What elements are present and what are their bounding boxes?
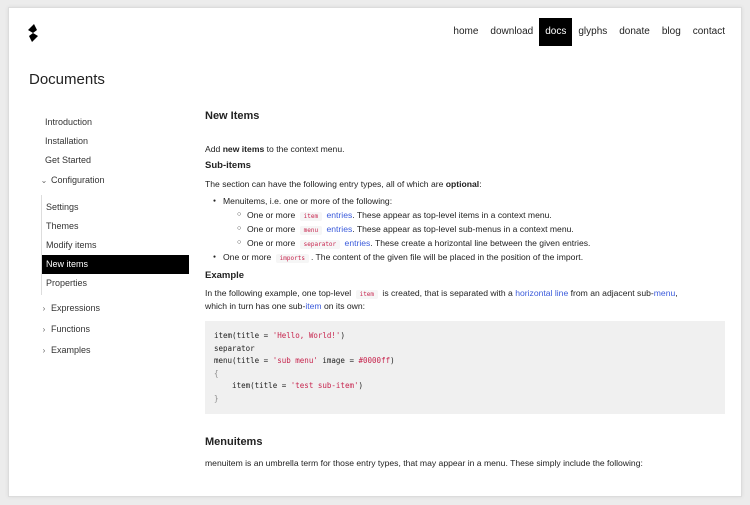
nav-glyphs[interactable]: glyphs: [578, 26, 608, 37]
code-hex: #0000ff: [358, 356, 391, 366]
sidebar-group-configuration[interactable]: [37, 170, 189, 191]
sidebar-group-label: Expressions: [51, 303, 101, 313]
code-string: 'sub menu': [272, 356, 318, 366]
example-text-part: In the following example, one top-level: [205, 288, 354, 299]
chevron-right-icon: ›: [42, 325, 46, 334]
code-line: [214, 355, 716, 368]
menuitems-heading: Menuitems: [205, 436, 263, 449]
code-token: item(title =: [214, 331, 273, 341]
page-title: Documents: [29, 71, 105, 88]
sidebar-group-label: Functions: [51, 324, 91, 334]
sidebar: [37, 113, 189, 361]
nav-blog[interactable]: blog: [661, 26, 681, 37]
item-link[interactable]: item: [305, 301, 322, 312]
entries-link[interactable]: entries: [326, 210, 353, 221]
code-line: separator: [214, 343, 255, 353]
code-string: 'Hello, World!': [272, 331, 341, 341]
example-heading: Example: [205, 269, 245, 281]
bullet-post: . These appear as top-level items in a context menu.: [352, 210, 552, 221]
content-heading: New Items: [205, 110, 260, 122]
nav-docs[interactable]: docs: [539, 18, 572, 46]
bullet-pre: One or more: [247, 210, 296, 221]
example-text: [205, 287, 725, 313]
code-block: [205, 321, 725, 414]
subitems-text: [205, 178, 725, 191]
intro-text-pre: Add: [205, 143, 223, 154]
bullet-pre: One or more: [223, 252, 272, 263]
sidebar-item-introduction[interactable]: Introduction: [45, 117, 93, 127]
code-tag: item: [356, 290, 378, 299]
code-token: ): [340, 331, 345, 341]
subitems-text-post: :: [479, 178, 482, 189]
subitems-text-bold: optional: [445, 178, 480, 189]
chevron-down-icon: ⌄: [40, 176, 48, 185]
sidebar-item-themes[interactable]: Themes: [46, 221, 79, 231]
list-item: [237, 237, 725, 250]
code-token: item(title =: [214, 381, 291, 391]
list-item: [237, 209, 725, 222]
code-string: 'test sub-item': [290, 381, 359, 391]
sidebar-item-installation[interactable]: Installation: [45, 136, 89, 146]
sidebar-group-label: Examples: [51, 345, 91, 355]
horizontal-line-link[interactable]: horizontal line: [515, 288, 569, 299]
menu-link[interactable]: menu: [653, 288, 676, 299]
nav-contact[interactable]: contact: [692, 26, 725, 37]
example-text-part: which in turn has one sub-: [205, 301, 306, 312]
menuitems-bullet-text: Menuitems, i.e. one or more of the following:: [223, 195, 393, 206]
sidebar-group-examples[interactable]: [37, 340, 189, 361]
sidebar-item-get-started[interactable]: Get Started: [45, 155, 92, 165]
chevron-right-icon: ›: [42, 346, 46, 355]
example-text-part: on its own:: [321, 301, 366, 312]
intro-text-post: to the context menu.: [264, 143, 345, 154]
logo-icon[interactable]: [27, 24, 39, 42]
code-tag: separator: [300, 240, 341, 249]
code-line: {: [214, 368, 219, 378]
top-nav: [447, 18, 731, 46]
nav-donate[interactable]: donate: [619, 26, 650, 37]
code-token: ): [358, 381, 364, 391]
code-tag: menu: [300, 226, 322, 235]
sidebar-item-new-items[interactable]: New items: [42, 255, 189, 274]
intro-text: [205, 143, 725, 156]
subitems-text-pre: The section can have the following entry types, all of which are: [205, 178, 446, 189]
chevron-right-icon: ›: [42, 304, 46, 313]
menuitems-text: menuitem is an umbrella term for those entry types, that may appear in a menu. These simply include the following:: [205, 457, 643, 468]
menuitems-sublist: [223, 209, 725, 250]
list-item: [237, 223, 725, 236]
example-text-part: from an adjacent sub-: [568, 288, 654, 299]
code-line: [214, 330, 716, 343]
code-line: [214, 380, 716, 393]
list-item: [213, 195, 725, 251]
sidebar-group-expressions[interactable]: [37, 298, 189, 319]
sidebar-group-functions[interactable]: [37, 319, 189, 340]
nav-download[interactable]: download: [490, 26, 534, 37]
bullet-post: . The content of the given file will be placed in the position of the import.: [310, 252, 584, 263]
bullet-post: . These appear as top-level sub-menus in a context menu.: [352, 224, 574, 235]
code-token: ): [390, 356, 395, 366]
sidebar-item-properties[interactable]: Properties: [46, 278, 88, 288]
page: [8, 7, 742, 497]
subitems-heading: Sub-items: [205, 160, 251, 172]
code-line: }: [214, 393, 219, 403]
example-text-part: ,: [675, 288, 678, 299]
bullet-pre: One or more: [247, 224, 296, 235]
code-tag: item: [300, 212, 322, 221]
code-tag: imports: [276, 254, 309, 263]
bullet-pre: One or more: [247, 238, 296, 249]
entry-types-list: [205, 195, 725, 264]
intro-text-bold: new items: [222, 143, 265, 154]
nav-home[interactable]: home: [453, 26, 479, 37]
example-text-part: is created, that is separated with a: [380, 288, 516, 299]
sidebar-item-modify-items[interactable]: Modify items: [46, 240, 97, 250]
sidebar-group-label: Configuration: [51, 175, 105, 185]
entries-link[interactable]: entries: [344, 238, 371, 249]
entries-link[interactable]: entries: [326, 224, 353, 235]
sidebar-item-settings[interactable]: Settings: [46, 202, 79, 212]
code-token: image =: [317, 356, 359, 366]
sidebar-configuration-children: [41, 195, 189, 295]
list-item: [213, 251, 725, 264]
bullet-post: . These create a horizontal line between the given entries.: [370, 238, 591, 249]
code-token: menu(title =: [214, 356, 273, 366]
main-content: [205, 108, 725, 473]
